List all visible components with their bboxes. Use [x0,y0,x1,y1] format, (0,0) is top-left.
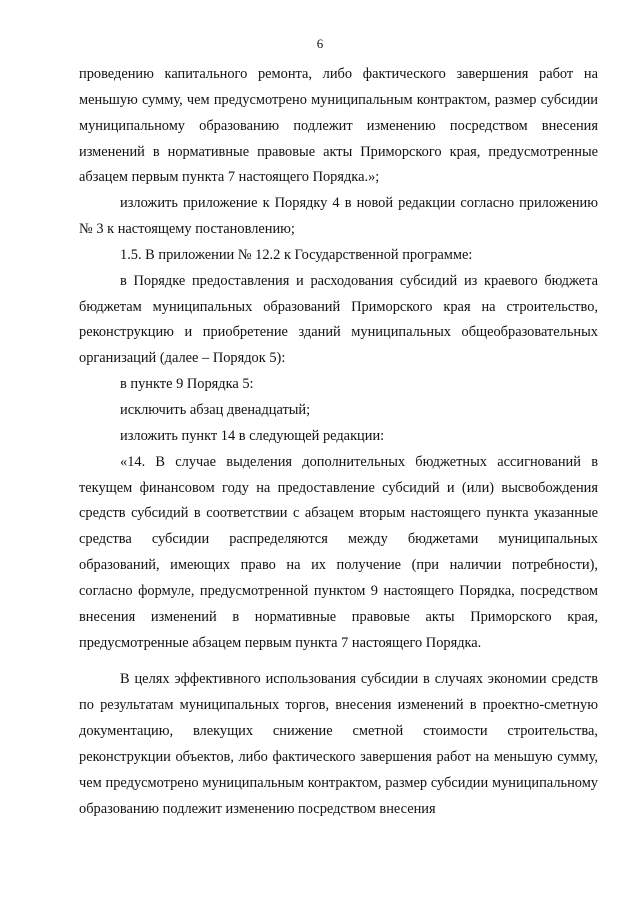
document-body [79,62,598,822]
paragraph-point-14: изложить пункт 14 в следующей редакции: [120,427,385,444]
paragraph-efficiency: В целях эффективного использования субсидии в случаях экономии средств по результатам муниципальных торгов, внесения изменений в проектно-сметную документацию, влекущих снижение сметной стоимости строительства, реконструкции объектов, либо фактического завершения работ на меньшую сумму, чем предусмотрено муниципальным контрактом, размер субсидии муниципальному образованию подлежит изменению посредством внесения [79,671,598,817]
paragraph-point-9: в пункте 9 Порядка 5: [120,376,254,393]
paragraph-appendix-4: изложить приложение к Порядку 4 в новой редакции согласно приложению № 3 к настоящему постановлению; [79,195,598,238]
paragraph-section-1-5: 1.5. В приложении № 12.2 к Государственной программе: [120,246,473,263]
paragraph-quoted-14: «14. В случае выделения дополнительных бюджетных ассигнований в текущем финансовом году на предоставление субсидий и (или) высвобождения средств субсидий в соответствии с абзацем вторым настоящего пункта указанные средства субсидии распределяются между бюджетами муниципальных образований, имеющих право на их получение (при наличии потребности), согласно формуле, предусмотренной пунктом 9 настоящего Порядка, посредством внесения изменений в нормативные правовые акты Приморского края, предусмотренные абзацем первым пункта 7 настоящего Порядка. [79,453,598,651]
page-number: 6 [316,36,324,51]
paragraph-continuation: проведению капитального ремонта, либо фактического завершения работ на меньшую сумму, чем предусмотрено муниципальным контрактом, размер субсидии муниципальному образованию подлежит изменению посредством внесения изменений в нормативные правовые акты Приморского края, предусмотренные абзацем первым пункта 7 настоящего Порядка.»; [79,66,598,186]
paragraph-exclude-12: исключить абзац двенадцатый; [120,401,311,418]
paragraph-procedure-5: в Порядке предоставления и расходования субсидий из краевого бюджета бюджетам муниципальных образований Приморского края на строительство, реконструкцию и приобретение зданий муниципальных общеобразовательных организаций (далее – Порядок 5): [79,272,598,367]
